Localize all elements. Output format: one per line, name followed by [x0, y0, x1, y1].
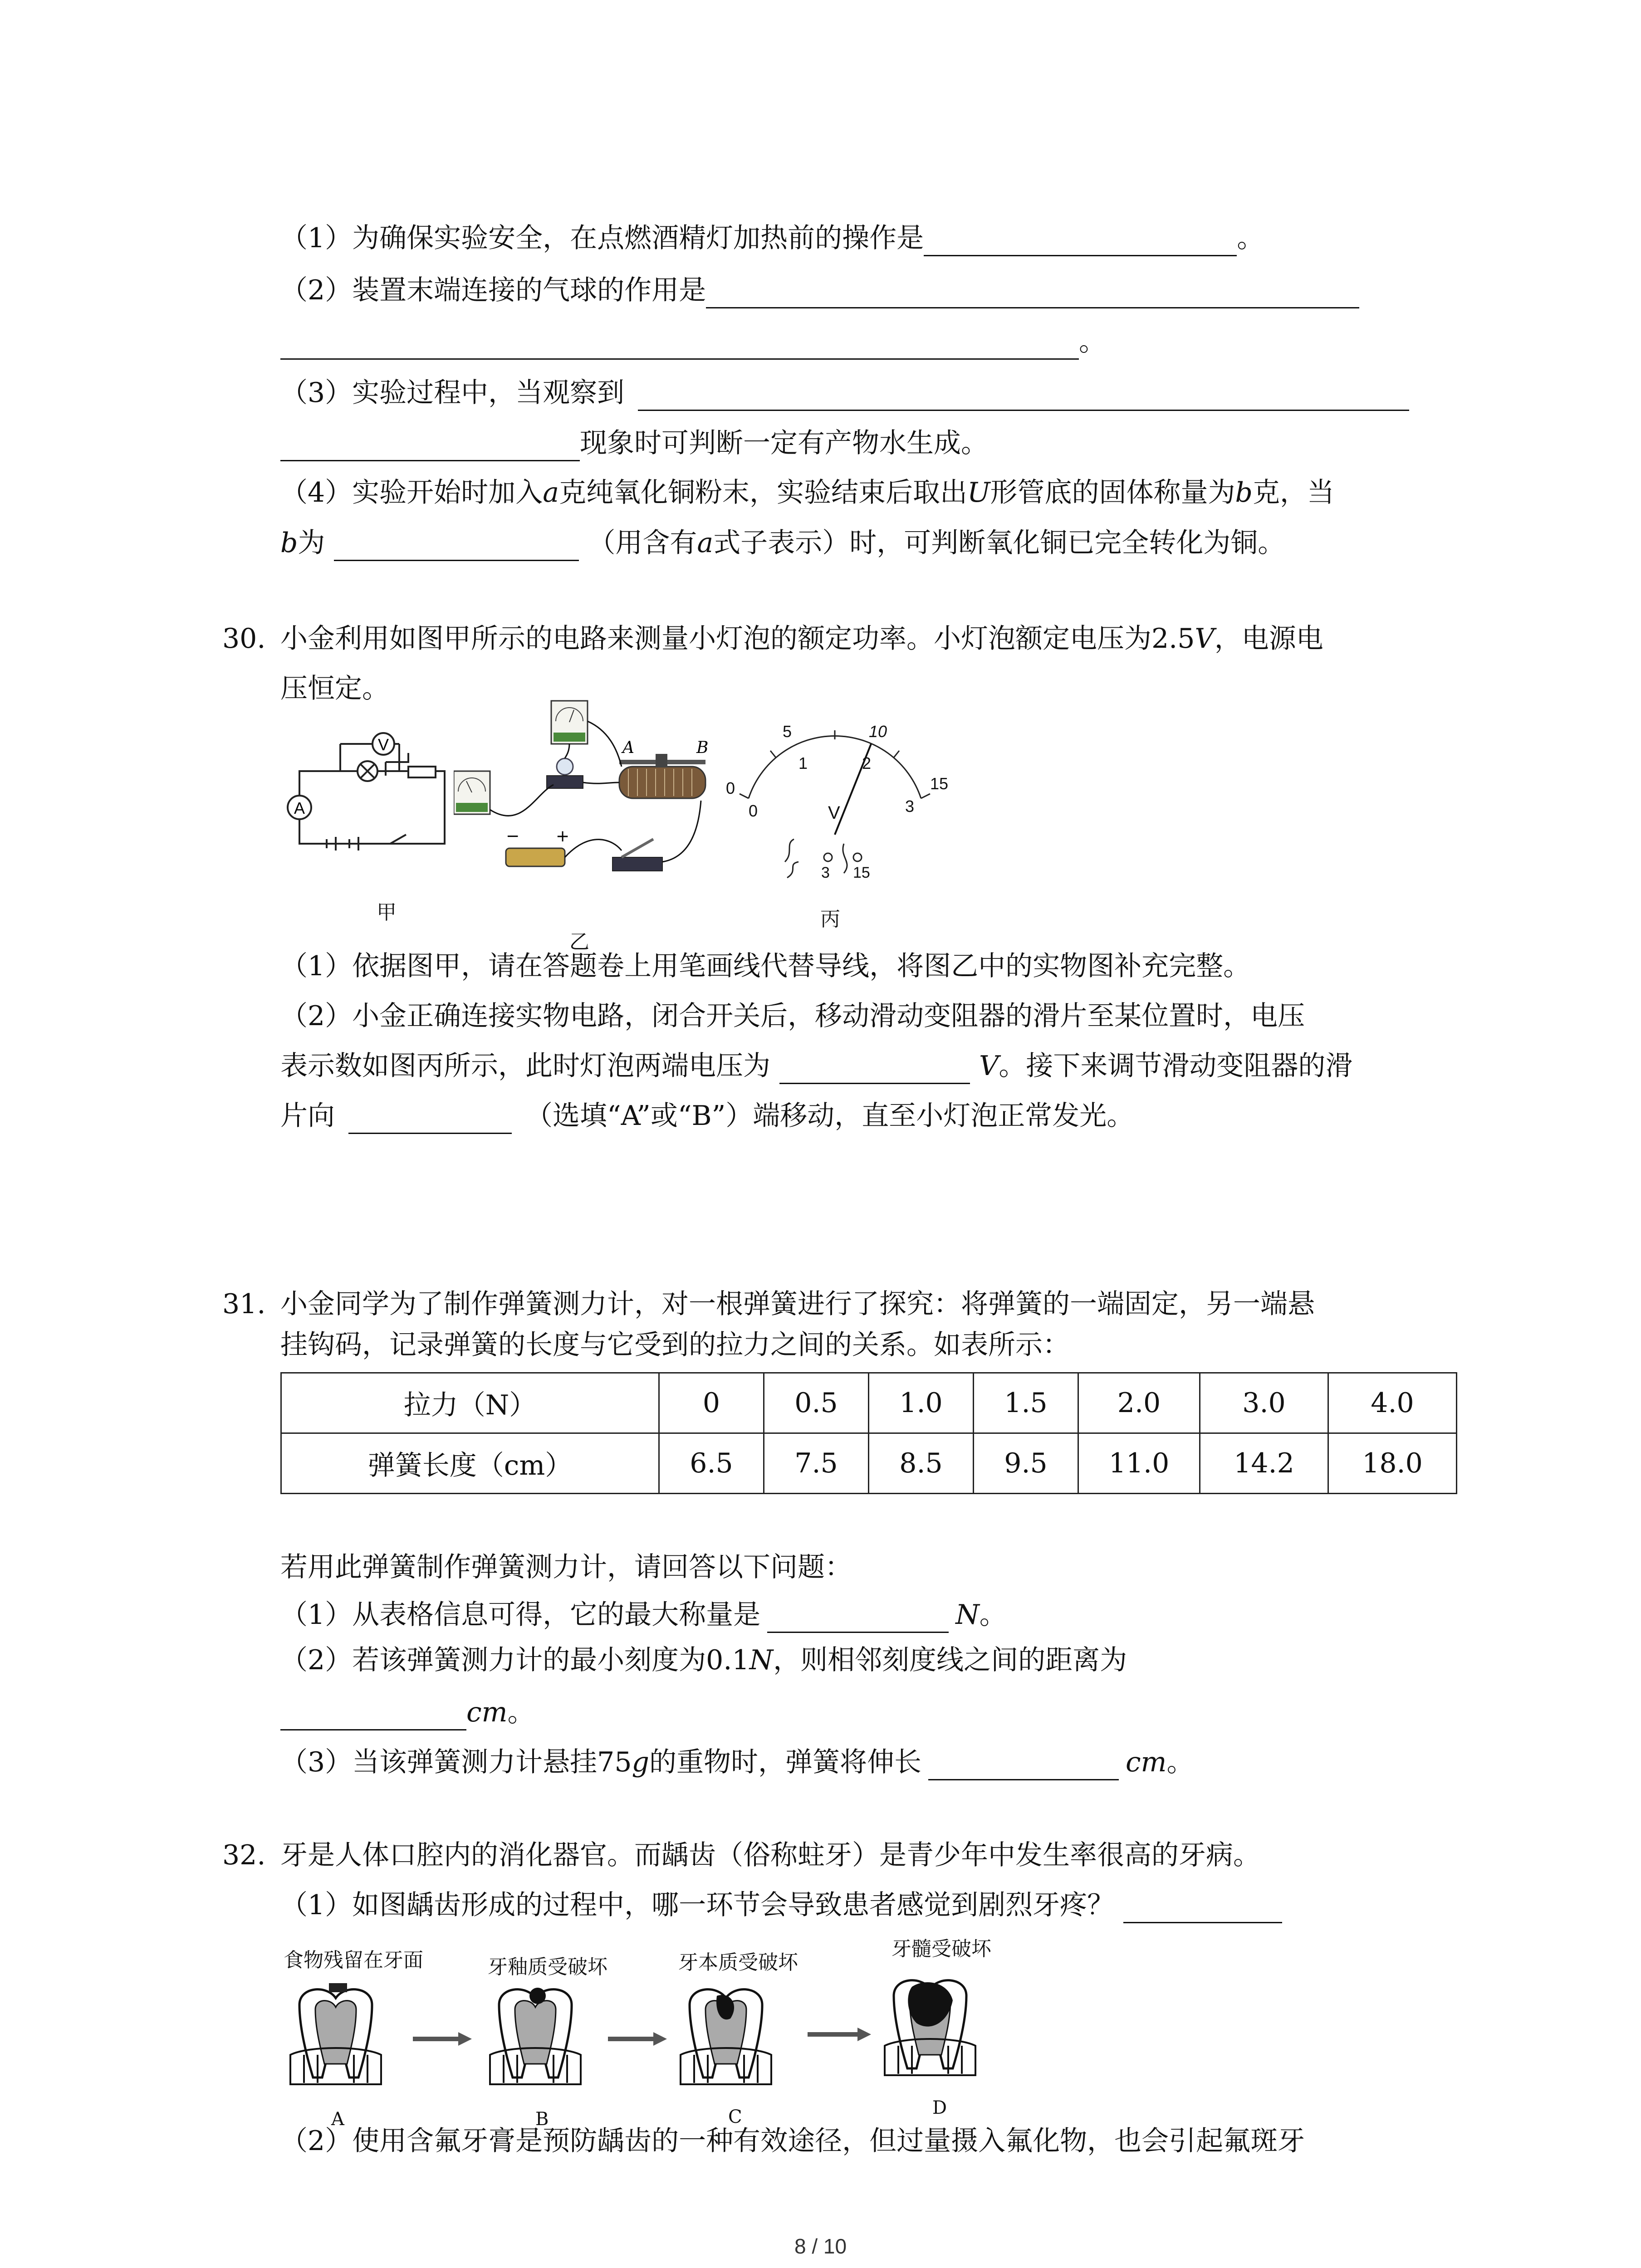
terminal-3: 3 [821, 864, 830, 881]
stage-letter-b: B [535, 2109, 549, 2130]
circuit-diagram-jia [272, 726, 463, 853]
battery-plus: + [556, 827, 570, 846]
prev-q3-cont: 现象时可判断一定有产物水生成。 [280, 425, 988, 461]
table-cell: 4.0 [1328, 1373, 1457, 1433]
q31-s2: （2）若该弹簧测力计的最小刻度为0.1N，则相邻刻度线之间的距离为 [280, 1644, 1127, 1676]
q31-intro: 若用此弹簧制作弹簧测力计，请回答以下问题： [280, 1551, 852, 1583]
q30-stem: 30. 小金利用如图甲所示的电路来测量小灯泡的额定功率。小灯泡额定电压为2.5V，电源电 [222, 623, 1323, 655]
table-cell: 11.0 [1078, 1433, 1200, 1494]
row-header-force: 拉力（N） [281, 1373, 659, 1433]
q32-s1: （1）如图龋齿形成的过程中，哪一环节会导致患者感觉到剧烈牙疼？ [280, 1887, 1282, 1923]
stage-letter-c: C [728, 2107, 742, 2127]
table-cell: 0.5 [764, 1373, 869, 1433]
stage-letter-d: D [932, 2097, 947, 2118]
scale-bottom-1: 1 [798, 754, 808, 772]
spring-data-table [280, 1372, 1457, 1494]
scale-bottom-2: 2 [862, 754, 872, 772]
ammeter-label: A [294, 799, 305, 817]
battery-device [506, 848, 565, 866]
stage-label-b: 牙釉质受破坏 [488, 1955, 607, 1979]
dial-unit: V [828, 803, 840, 823]
stage-letter-a: A [331, 2109, 344, 2130]
answer-blank[interactable] [928, 1751, 1119, 1780]
scale-bottom-3: 3 [905, 797, 915, 816]
stage-label-d: 牙髓受破坏 [892, 1937, 991, 1960]
q30-s2-cont2: 片向 （选填“A”或“B”）端移动，直至小灯泡正常发光。 [280, 1098, 1134, 1134]
tooth-stage-c [681, 1989, 771, 2084]
bulb-device [557, 758, 573, 775]
answer-blank[interactable] [638, 381, 1409, 411]
page-number: 8 / 10 [794, 2234, 847, 2258]
table-cell: 14.2 [1200, 1433, 1328, 1494]
table-cell: 18.0 [1328, 1433, 1457, 1494]
tooth-stage-b [490, 1988, 581, 2084]
prev-q3: （3）实验过程中，当观察到 [280, 375, 1409, 411]
figure-caption-yi: 乙 [569, 930, 589, 953]
answer-blank[interactable] [1123, 1894, 1282, 1923]
figure-caption-bing: 丙 [820, 908, 840, 931]
switch-device [612, 857, 662, 871]
rheostat-symbol [408, 767, 436, 777]
table-row [281, 1373, 1457, 1433]
answer-blank[interactable] [924, 227, 1237, 256]
stage-label-c: 牙本质受破坏 [678, 1951, 798, 1974]
rheostat-terminal-a: A [622, 738, 634, 757]
table-cell: 3.0 [1200, 1373, 1328, 1433]
q32-s2: （2）使用含氟牙膏是预防龋齿的一种有效途径，但过量摄入氟化物，也会引起氟斑牙 [280, 2125, 1305, 2157]
table-cell: 8.5 [869, 1433, 974, 1494]
terminal-15: 15 [853, 864, 870, 881]
q31-s2-cont: cm。 [280, 1694, 535, 1730]
scale-top-0: 0 [726, 779, 735, 797]
table-cell: 6.5 [659, 1433, 764, 1494]
voltmeter-dial-bing [708, 708, 962, 898]
row-header-length: 弹簧长度（cm） [281, 1433, 659, 1494]
q30-s1: （1）依据图甲，请在答题卷上用笔画线代替导线，将图乙中的实物图补充完整。 [280, 950, 1251, 982]
tooth-stage-a [290, 1983, 381, 2084]
table-cell: 9.5 [974, 1433, 1078, 1494]
q30-stem-cont: 压恒定。 [280, 673, 389, 704]
apparatus-yi [454, 694, 735, 907]
scale-bottom-0: 0 [749, 802, 758, 820]
answer-blank[interactable] [348, 1105, 512, 1134]
prev-q4: （4）实验开始时加入a克纯氧化铜粉末，实验结束后取出U形管底的固体称量为b克，当 [280, 477, 1334, 508]
voltmeter-label: V [377, 735, 389, 754]
scale-top-5: 5 [783, 722, 792, 741]
arrow-c-d [808, 2028, 871, 2041]
scale-top-15: 15 [930, 774, 949, 793]
q30-s2-cont: 表示数如图丙所示，此时灯泡两端电压为 V。接下来调节滑动变阻器的滑 [280, 1048, 1352, 1084]
scale-top-10: 10 [869, 722, 887, 741]
prev-q2-cont: 。 [280, 323, 1106, 360]
table-row [281, 1433, 1457, 1494]
rheostat-device [619, 767, 705, 798]
rheostat-terminal-b: B [696, 738, 709, 757]
battery-minus: − [506, 827, 520, 846]
q31-stem: 31. 小金同学为了制作弹簧测力计，对一根弹簧进行了探究：将弹簧的一端固定，另一端悬 [222, 1288, 1315, 1320]
figure-caption-jia: 甲 [377, 901, 397, 924]
q31-stem-cont: 挂钩码，记录弹簧的长度与它受到的拉力之间的关系。如表所示： [280, 1329, 1070, 1361]
tooth-decay-figure [281, 1969, 1053, 2132]
answer-blank[interactable] [280, 330, 1079, 360]
table-cell: 0 [659, 1373, 764, 1433]
answer-blank[interactable] [779, 1055, 970, 1084]
answer-blank[interactable] [334, 532, 579, 561]
tooth-stage-d [885, 1980, 975, 2075]
table-cell: 1.0 [869, 1373, 974, 1433]
answer-blank[interactable] [280, 432, 580, 461]
prev-q1: （1）为确保实验安全，在点燃酒精灯加热前的操作是 。 [280, 220, 1264, 256]
answer-blank[interactable] [280, 1701, 466, 1730]
q30-s2: （2）小金正确连接实物电路，闭合开关后，移动滑动变阻器的滑片至某位置时，电压 [280, 1000, 1305, 1032]
q32-stem: 32. 牙是人体口腔内的消化器官。而龋齿（俗称蛀牙）是青少年中发生率很高的牙病。 [222, 1839, 1260, 1871]
stage-label-a: 食物残留在牙面 [284, 1949, 423, 1972]
prev-q2: （2）装置末端连接的气球的作用是 [280, 272, 1359, 308]
answer-blank[interactable] [767, 1603, 949, 1633]
table-cell: 7.5 [764, 1433, 869, 1494]
table-cell: 1.5 [974, 1373, 1078, 1433]
q31-s1: （1）从表格信息可得，它的最大称量是 N。 [280, 1597, 1007, 1633]
arrow-b-c [608, 2032, 667, 2046]
arrow-a-b [413, 2032, 472, 2046]
table-cell: 2.0 [1078, 1373, 1200, 1433]
answer-blank[interactable] [706, 279, 1359, 308]
q31-s3: （3）当该弹簧测力计悬挂75g的重物时，弹簧将伸长 cm。 [280, 1744, 1194, 1780]
prev-q4-cont: b为 （用含有a式子表示）时，可判断氧化铜已完全转化为铜。 [280, 525, 1285, 561]
